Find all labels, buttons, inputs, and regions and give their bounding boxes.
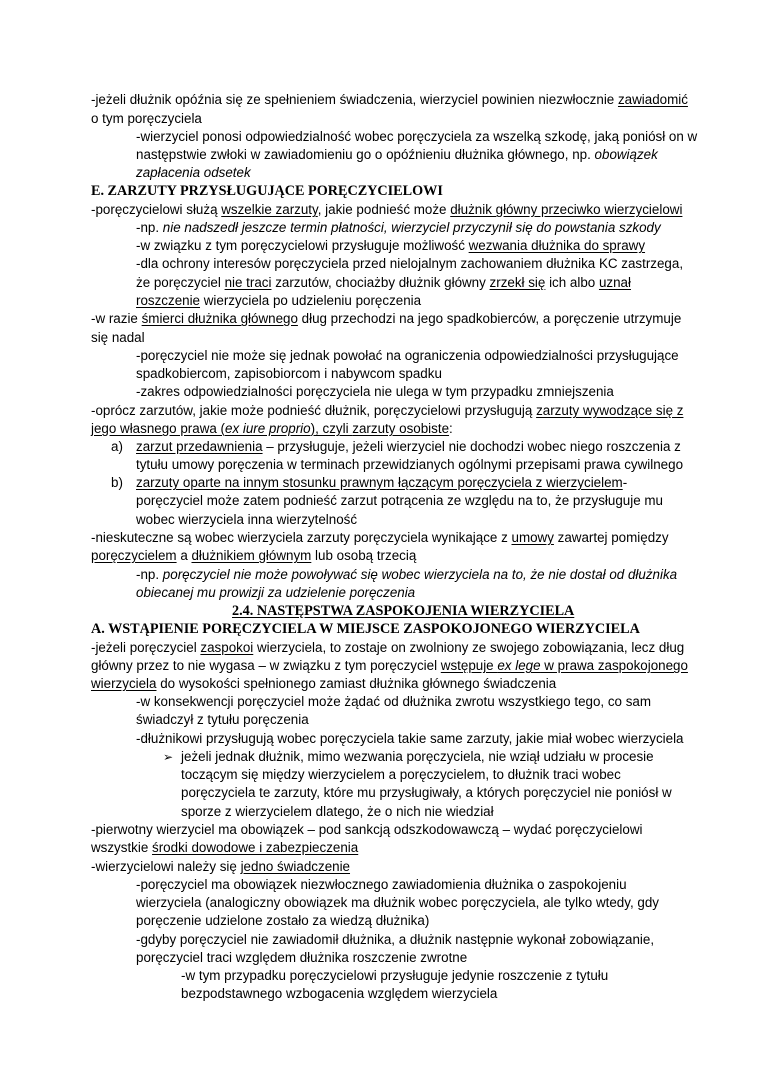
text-line: obiecanej mu prowizji za udzielenie poręczenia xyxy=(136,585,416,600)
text-line: wierzyciela do wysokości spełnionego zamiast dłużnika głównego świadczenia xyxy=(91,676,557,691)
text-line: -w razie śmierci dłużnika głównego dług przechodzi na jego spadkobierców, a poręczenie utrzymuje xyxy=(91,311,682,326)
text-line: -np. nie nadszedł jeszcze termin płatności, wierzyciel przyczynił się do powstania szkody xyxy=(136,220,661,235)
text-line: poręczycielem a dłużnikiem głównym lub osobą trzecią xyxy=(91,548,417,563)
text-line: -jeżeli dłużnik opóźnia się ze spełnieniem świadczenia, wierzyciel powinien niezwłocznie zawiadomić xyxy=(91,92,688,107)
text-line: -np. poręczyciel nie może powoływać się wobec wierzyciela na to, że nie dostał od dłużnika xyxy=(136,567,678,582)
list-marker: a) xyxy=(111,439,123,454)
text-line: jego własnego prawa (ex iure proprio), czyli zarzuty osobiste: xyxy=(91,421,453,436)
text-line: tytułu umowy poręczenia w terminach przewidzianych ogólnymi przepisami prawa cywilnego xyxy=(136,457,684,472)
text-line: zapłacenia odsetek xyxy=(136,165,251,180)
section-heading-a: A. WSTĄPIENIE PORĘCZYCIELA W MIEJSCE ZASPOKOJONEGO WIERZYCIELA xyxy=(91,621,640,637)
text-line: roszczenie wierzyciela po udzieleniu poręczenia xyxy=(136,293,422,308)
text-line: poręczyciel może zatem podnieść zarzut potrącenia ze względu na to, że przysługuje mu xyxy=(136,493,663,508)
text-line: poręczyciela te zarzuty, które mu przysługiwały, a których poręczyciel nie poniósł w xyxy=(181,785,672,800)
text-line: -wierzyciel ponosi odpowiedzialność wobec poręczyciela za wszelką szkodę, jaką poniósł on w xyxy=(136,129,698,144)
text-line: -zakres odpowiedzialności poręczyciela nie ulega w tym przypadku zmniejszenia xyxy=(136,384,614,399)
text-line: -pierwotny wierzyciel ma obowiązek – pod sankcją odszkodowawczą – wydać poręczycielowi xyxy=(91,822,643,837)
text-line: -oprócz zarzutów, jakie może podnieść dłużnik, poręczycielowi przysługują zarzuty wywodzące się z xyxy=(91,403,684,418)
text-line: poręczyciel traci względem dłużnika roszczenie zwrotne xyxy=(136,950,468,965)
text-line: -poręczyciel ma obowiązek niezwłocznego zawiadomienia dłużnika o zaspokojeniu xyxy=(136,877,627,892)
text-line: -gdyby poręczyciel nie zawiadomił dłużnika, a dłużnik następnie wykonał zobowiązanie, xyxy=(136,932,655,947)
bullet-item: jeżeli jednak dłużnik, mimo wezwania poręczyciela, nie wziął udziału w procesie xyxy=(181,749,654,764)
text-line: -nieskuteczne są wobec wierzyciela zarzuty poręczyciela wynikające z umowy zawartej pomiędzy xyxy=(91,530,669,545)
list-item: zarzut przedawnienia – przysługuje, jeżeli wierzyciel nie dochodzi wobec niego roszczenia z xyxy=(136,439,681,454)
text-line: -dłużnikowi przysługują wobec poręczyciela takie same zarzuty, jakie miał wobec wierzyciela xyxy=(136,731,684,746)
text-line: główny przez to nie wygasa – w związku z tym poręczyciel wstępuje ex lege w prawa zaspokojonego xyxy=(91,658,688,673)
text-line: następstwie zwłoki w zawiadomieniu go o opóźnieniu dłużnika głównego, np. obowiązek xyxy=(136,147,658,162)
list-marker: b) xyxy=(111,475,123,490)
text-line: spadkobiercom, zapisobiorcom i nabywcom spadku xyxy=(136,366,442,381)
text-line: bezpodstawnego wzbogacenia względem wierzyciela xyxy=(181,986,498,1001)
text-line: -jeżeli poręczyciel zaspokoi wierzyciela, to zostaje on zwolniony ze swojego zobowiązania, lecz dług xyxy=(91,640,685,655)
text-line: poręczenie udzielone zostało za wiedzą dłużnika) xyxy=(136,913,430,928)
text-line: wobec wierzyciela inna wierzytelność xyxy=(136,512,358,527)
list-item: zarzuty oparte na innym stosunku prawnym łączącym poręczyciela z wierzycielem- xyxy=(136,475,628,490)
text-line: -poręczycielowi służą wszelkie zarzuty, jakie podnieść może dłużnik główny przeciwko wierzycielowi xyxy=(91,202,683,217)
section-heading-2-4: 2.4. NASTĘPSTWA ZASPOKOJENIA WIERZYCIELA xyxy=(232,603,575,619)
text-line: się nadal xyxy=(91,330,145,345)
arrow-bullet-icon: ➢ xyxy=(163,750,174,764)
text-line: -w związku z tym poręczycielowi przysługuje możliwość wezwania dłużnika do sprawy xyxy=(136,238,646,253)
text-line: -w tym przypadku poręczycielowi przysługuje jedynie roszczenie z tytułu xyxy=(181,968,609,983)
text-line: -dla ochrony interesów poręczyciela przed nielojalnym zachowaniem dłużnika KC zastrzega, xyxy=(136,256,684,271)
section-heading-e: E. ZARZUTY PRZYSŁUGUJĄCE PORĘCZYCIELOWI xyxy=(91,183,443,199)
text-line: wszystkie środki dowodowe i zabezpieczenia xyxy=(91,840,359,855)
text-line: wierzyciela (analogiczny obowiązek ma dłużnik wobec poręczyciela, ale tylko wtedy, gdy xyxy=(136,895,659,910)
text-line: że poręczyciel nie traci zarzutów, chociażby dłużnik główny zrzekł się ich albo uznał xyxy=(136,275,631,290)
text-line: -poręczyciel nie może się jednak powołać na ograniczenia odpowiedzialności przysługujące xyxy=(136,348,679,363)
text-line: świadczył z tytułu poręczenia xyxy=(136,712,309,727)
text-line: -w konsekwencji poręczyciel może żądać od dłużnika zwrotu wszystkiego tego, co sam xyxy=(136,694,652,709)
text-line: sporze z wierzycielem dlatego, że o nich nie wiedział xyxy=(181,804,494,819)
text-line: o tym poręczyciela xyxy=(91,111,202,126)
text-line: toczącym się między wierzycielem a poręczycielem, to dłużnik traci wobec xyxy=(181,767,621,782)
text-line: -wierzycielowi należy się jedno świadczenie xyxy=(91,859,351,874)
